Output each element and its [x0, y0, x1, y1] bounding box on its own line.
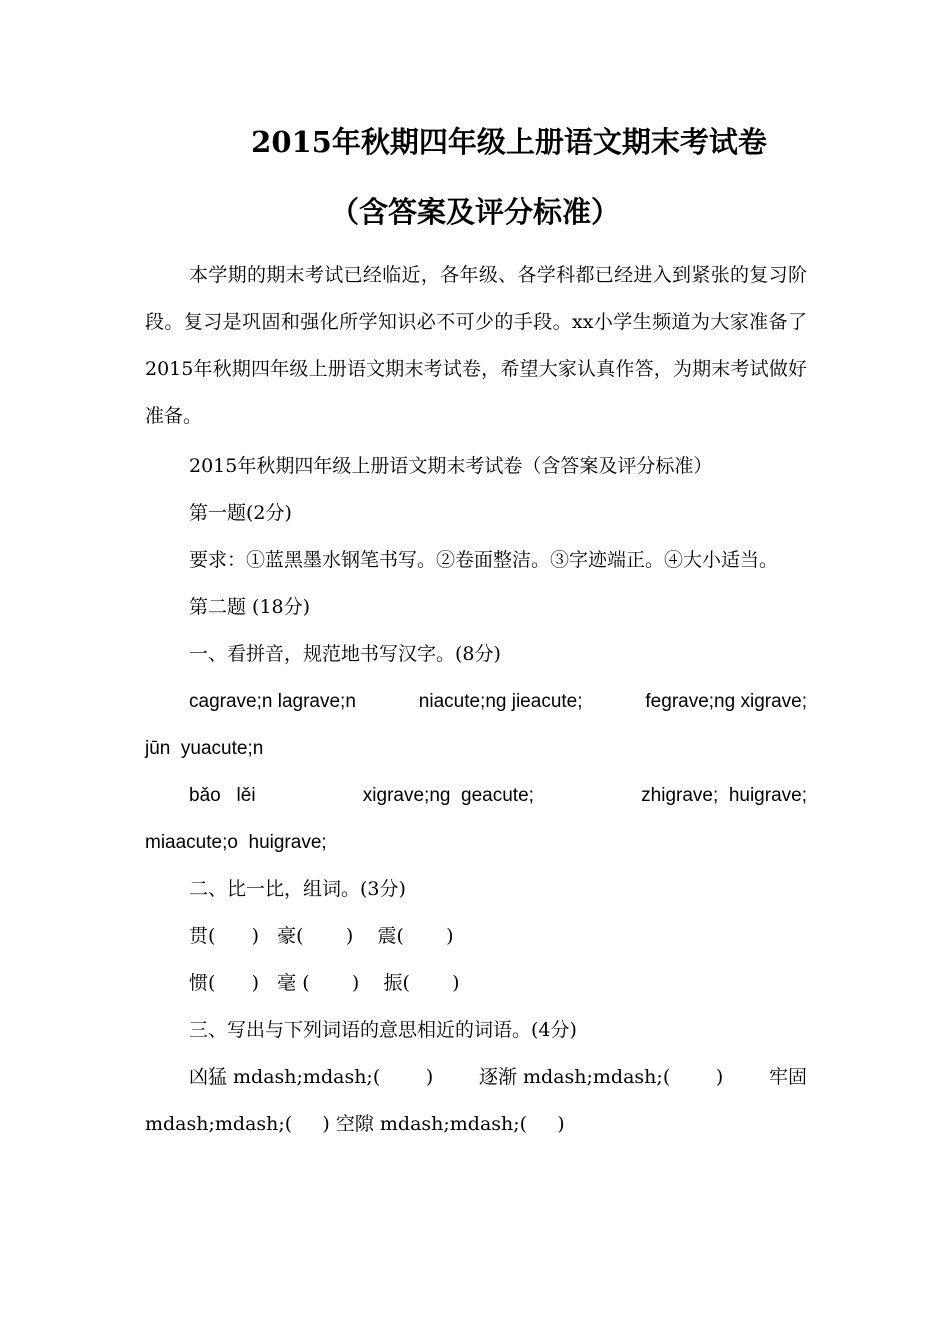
- pinyin-item: niacute;ng jieacute;: [418, 691, 583, 712]
- pinyin-item: fegrave;ng xigrave;: [645, 691, 807, 712]
- document-title: 2015年秋期四年级上册语文期末考试卷: [251, 125, 767, 159]
- pinyin-item: zhigrave; huigrave;: [641, 785, 807, 806]
- compare-row-2: 惯( ) 毫 ( ) 振( ): [189, 972, 460, 994]
- document-subtitle: （含答案及评分标准）: [329, 195, 620, 229]
- synonym-item: 牢固: [768, 1066, 807, 1088]
- compare-row-1: 贯( ) 豪( ) 震( ): [189, 925, 454, 947]
- part-1-heading: 一、看拼音，规范地书写汉字。(8分): [189, 643, 501, 665]
- synonym-paren: ): [715, 1066, 724, 1088]
- synonym-item: 凶猛 mdash;mdash;(: [189, 1066, 381, 1088]
- question-1-heading: 第一题(2分): [189, 502, 292, 524]
- pinyin-row-2-wrap: miaacute;o huigrave;: [145, 832, 327, 853]
- question-1-requirement: 要求：①蓝黑墨水钢笔书写。②卷面整洁。③字迹端正。④大小适当。: [189, 549, 779, 571]
- part-2-heading: 二、比一比，组词。(3分): [189, 878, 406, 900]
- synonym-paren: ): [425, 1066, 434, 1088]
- pinyin-row-1: [145, 678, 807, 725]
- pinyin-row-1-wrap: jūn yuacute;n: [145, 738, 264, 759]
- question-2-heading: 第二题 (18分): [189, 596, 311, 618]
- pinyin-item: bǎo lěi: [189, 785, 256, 806]
- synonym-row-1-wrap: mdash;mdash;( ) 空隙 mdash;mdash;( ): [145, 1113, 565, 1135]
- part-3-heading: 三、写出与下列词语的意思相近的词语。(4分): [189, 1019, 577, 1041]
- intro-paragraph: 本学期的期末考试已经临近，各年级、各学科都已经进入到紧张的复习阶段。复习是巩固和强化所学知识必不可少的手段。xx小学生频道为大家准备了2015年秋期四年级上册语文期末考试卷，希望大家认真作答，为期末考试做好准备。: [145, 264, 807, 427]
- pinyin-item: xigrave;ng geacute;: [362, 785, 534, 806]
- pinyin-row-2: [145, 772, 807, 819]
- document-body: [145, 252, 807, 1148]
- synonym-row-1: [145, 1054, 807, 1101]
- synonym-item: 逐渐 mdash;mdash;(: [478, 1066, 671, 1088]
- repeat-title: 2015年秋期四年级上册语文期末考试卷（含答案及评分标准）: [189, 455, 713, 477]
- pinyin-item: cagrave;n lagrave;n: [189, 691, 356, 712]
